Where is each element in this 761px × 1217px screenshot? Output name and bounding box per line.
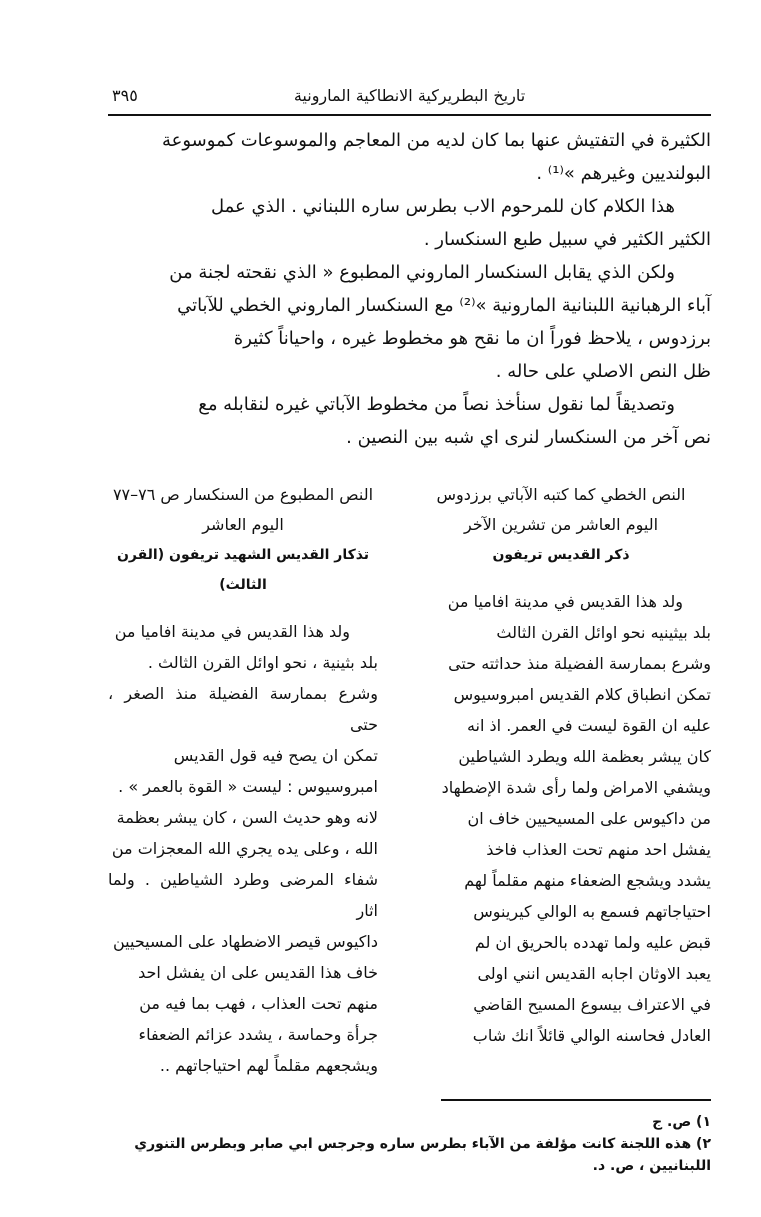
footnote-rule (441, 1099, 711, 1101)
column-line: امبروسيوس : ليست « القوة بالعمر » . (118, 777, 378, 796)
body-line: آباء الرهبانية اللبنانية المارونية »⁽²⁾ مع السنكسار الماروني الخطي للآباتي (177, 295, 711, 316)
column-line: يشدد ويشجع الضعفاء منهم مقلماً لهم (464, 871, 711, 890)
column-line: بلد بيثينيه نحو اوائل القرن الثالث (496, 623, 711, 642)
column-line: جرأة وحماسة ، يشدد عزائم الضعفاء (138, 1025, 378, 1044)
column-line: ويشجعهم مقلماً لهم احتياجاتهم .. (159, 1056, 378, 1075)
column-line: قبض عليه ولما تهدده بالحريق ان لم (474, 933, 711, 952)
column-title: ذكر القديس تريفون (492, 547, 630, 563)
column-line: الله ، وعلى يده يجري الله المعجزات من (111, 839, 378, 858)
body-line: هذا الكلام كان للمرحوم الاب بطرس ساره اللبناني . الذي عمل (210, 196, 675, 217)
column-line: تمكن ان يصح فيه قول القديس (173, 746, 378, 765)
column-line: لانه وهو حديث السن ، كان يبشر بعظمة (116, 808, 378, 827)
column-subheading: اليوم العاشر (202, 515, 284, 534)
column-line: شفاء المرضى وطرد الشياطين . ولما اثار (108, 870, 378, 920)
footnote-2-continued: اللبنانيين ، ص. د. (592, 1158, 711, 1174)
column-line: من داكيوس على المسيحيين خاف ان (467, 809, 711, 828)
footnote-1: ١) ص. ج (652, 1114, 711, 1130)
column-line: في الاعتراف بيسوع المسيح القاضي (473, 995, 711, 1014)
body-line: ولكن الذي يقابل السنكسار الماروني المطبوع « الذي نقحته لجنة من (169, 262, 675, 283)
column-title: تذكار القديس الشهيد تريفون (القرن الثالث) (116, 547, 370, 593)
body-line: الكثير الكثير في سبيل طبع السنكسار . (423, 229, 711, 250)
column-line: داكيوس قيصر الاضطهاد على المسيحيين (112, 932, 378, 951)
header-rule (108, 114, 711, 116)
footnote-2: ٢) هذه اللجنة كانت مؤلفة من الآباء بطرس ساره وجرجس ابي صابر وبطرس التنوري (134, 1136, 711, 1152)
column-line: عليه ان القوة ليست في العمر. اذ انه (466, 716, 711, 735)
body-line: البولنديين وغيرهم »⁽¹⁾ . (536, 163, 711, 184)
column-line: بلد بثينية ، نحو اوائل القرن الثالث . (147, 653, 378, 672)
body-line: برزدوس ، يلاحظ فوراً ان ما نقح هو مخطوط غيره ، واحياناً كثيرة (233, 328, 711, 349)
column-line: خاف هذا القديس على ان يفشل احد (138, 963, 378, 982)
body-line: نص آخر من السنكسار لنرى اي شبه بين النصين . (346, 427, 711, 448)
column-line: العادل فحاسنه الوالي قائلاً انك شاب (472, 1026, 711, 1045)
body-line: ظل النص الاصلي على حاله . (495, 361, 711, 382)
column-subheading: اليوم العاشر من تشرين الآخر (463, 515, 659, 534)
column-line: يعبد الاوثان اجابه القديس انني اولى (477, 964, 711, 983)
column-line: ويشفي الامراض ولما رأى شدة الإضطهاد (441, 778, 711, 797)
page-header (108, 86, 711, 114)
column-heading: النص الخطي كما كتبه الآباتي برزدوس (436, 485, 686, 504)
body-line: وتصديقاً لما نقول سنأخذ نصاً من مخطوط الآباتي غيره لنقابله مع (198, 394, 675, 415)
column-line: يفشل احد منهم تحت العذاب فاخذ (486, 840, 711, 859)
column-line: كان يبشر بعظمة الله ويطرد الشياطين (458, 747, 711, 766)
body-text (108, 124, 711, 454)
column-line: وشرع بممارسة الفضيلة منذ حداثته حتى (448, 654, 711, 673)
column-line: احتياجاتهم فسمع به الوالي كيرينوس (473, 902, 711, 921)
comparison-columns (108, 480, 711, 1081)
column-heading: النص المطبوع من السنكسار ص ٧٦–٧٧ (112, 485, 374, 504)
column-line: وشرع بممارسة الفضيلة منذ الصغر ، حتى (108, 684, 378, 734)
running-title: تاريخ البطريركية الانطاكية المارونية (293, 86, 526, 105)
manuscript-column (411, 480, 711, 1081)
column-line: تمكن انطباق كلام القديس امبروسيوس (453, 685, 711, 704)
column-line: ولد هذا القديس في مدينة افاميا من (447, 592, 683, 611)
body-line: الكثيرة في التفتيش عنها بما كان لديه من المعاجم والموسوعات كموسوعة (161, 130, 711, 151)
printed-column (108, 480, 378, 1081)
page-number: ٣٩٥ (112, 86, 138, 105)
footnotes (108, 1111, 711, 1177)
column-line: منهم تحت العذاب ، فهب بما فيه من (139, 994, 378, 1013)
column-line: ولد هذا القديس في مدينة افاميا من (114, 622, 350, 641)
